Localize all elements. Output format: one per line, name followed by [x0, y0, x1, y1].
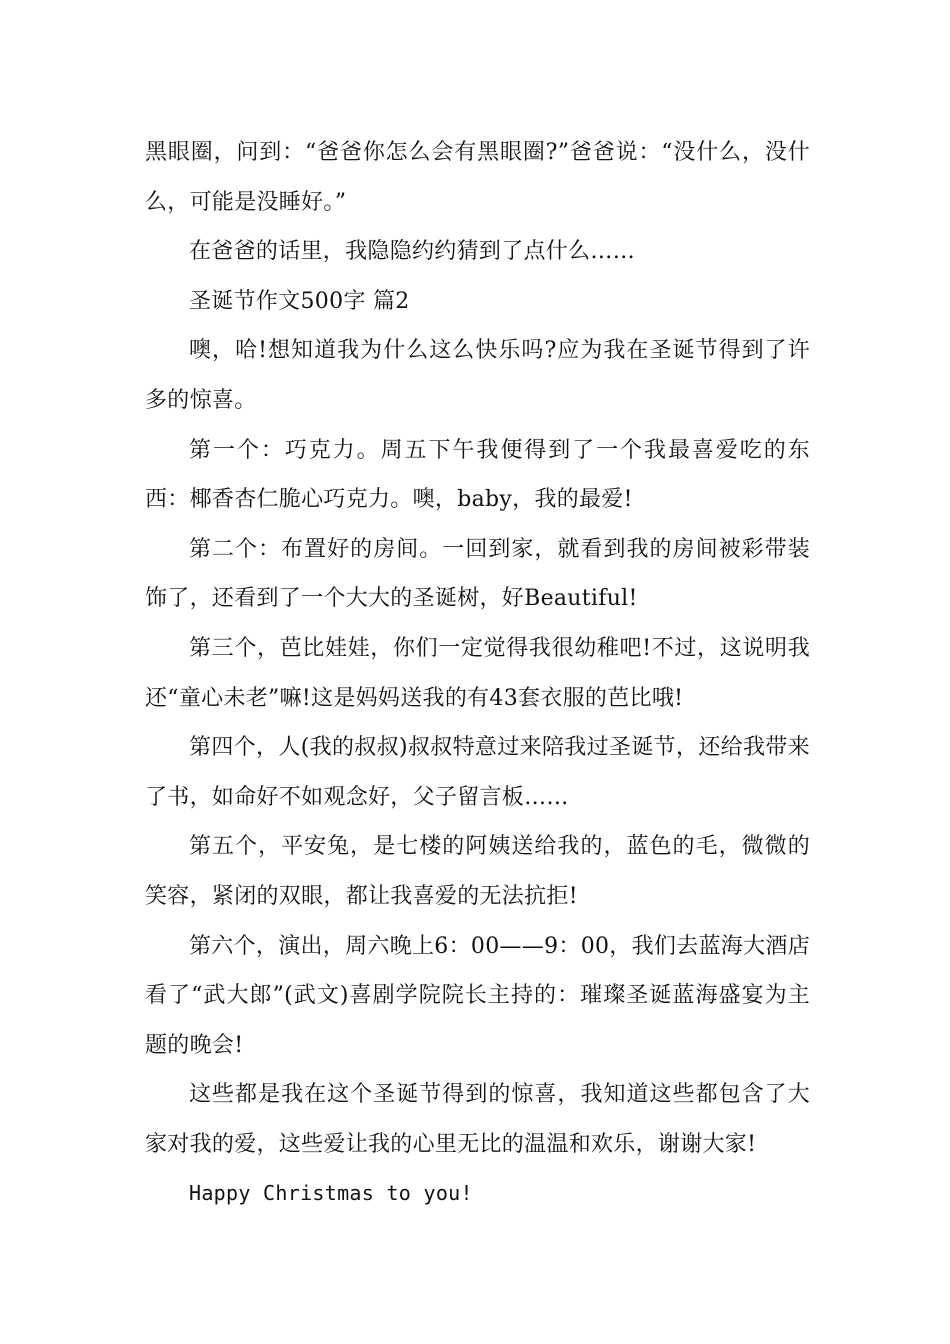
paragraph: 第一个：巧克力。周五下午我便得到了一个我最喜爱吃的东西：椰香杏仁脆心巧克力。噢，baby，我的最爱! — [145, 437, 810, 513]
closing-line: Happy Christmas to you! — [189, 1181, 473, 1206]
document-body — [145, 128, 810, 1219]
paragraph: 第六个，演出，周六晚上6：00——9：00，我们去蓝海大酒店看了“武大郎”(武文)喜剧学院院长主持的：璀璨圣诞蓝海盛宴为主题的晚会! — [145, 933, 810, 1058]
paragraph: 第三个，芭比娃娃，你们一定觉得我很幼稚吧!不过，这说明我还“童心未老”嘛!这是妈妈送我的有43套衣服的芭比哦! — [145, 635, 810, 711]
paragraph: 噢，哈!想知道我为什么这么快乐吗?应为我在圣诞节得到了许多的惊喜。 — [145, 338, 810, 413]
paragraph: 第五个，平安兔，是七楼的阿姨送给我的，蓝色的毛，微微的笑容，紧闭的双眼，都让我喜爱的无法抗拒! — [145, 834, 810, 909]
paragraph-continuation: 黑眼圈，问到：“爸爸你怎么会有黑眼圈?”爸爸说：“没什么，没什么，可能是没睡好。” — [145, 140, 810, 215]
section-heading: 圣诞节作文500字 篇2 — [189, 288, 410, 314]
paragraph: 第四个，人(我的叔叔)叔叔特意过来陪我过圣诞节，还给我带来了书，如命好不如观念好，父子留言板…… — [145, 735, 810, 810]
paragraph: 这些都是我在这个圣诞节得到的惊喜，我知道这些都包含了大家对我的爱，这些爱让我的心里无比的温温和欢乐，谢谢大家! — [145, 1082, 810, 1157]
paragraph: 在爸爸的话里，我隐隐约约猜到了点什么…… — [189, 239, 636, 265]
paragraph: 第二个：布置好的房间。一回到家，就看到我的房间被彩带装饰了，还看到了一个大大的圣诞树，好Beautiful! — [145, 536, 810, 612]
